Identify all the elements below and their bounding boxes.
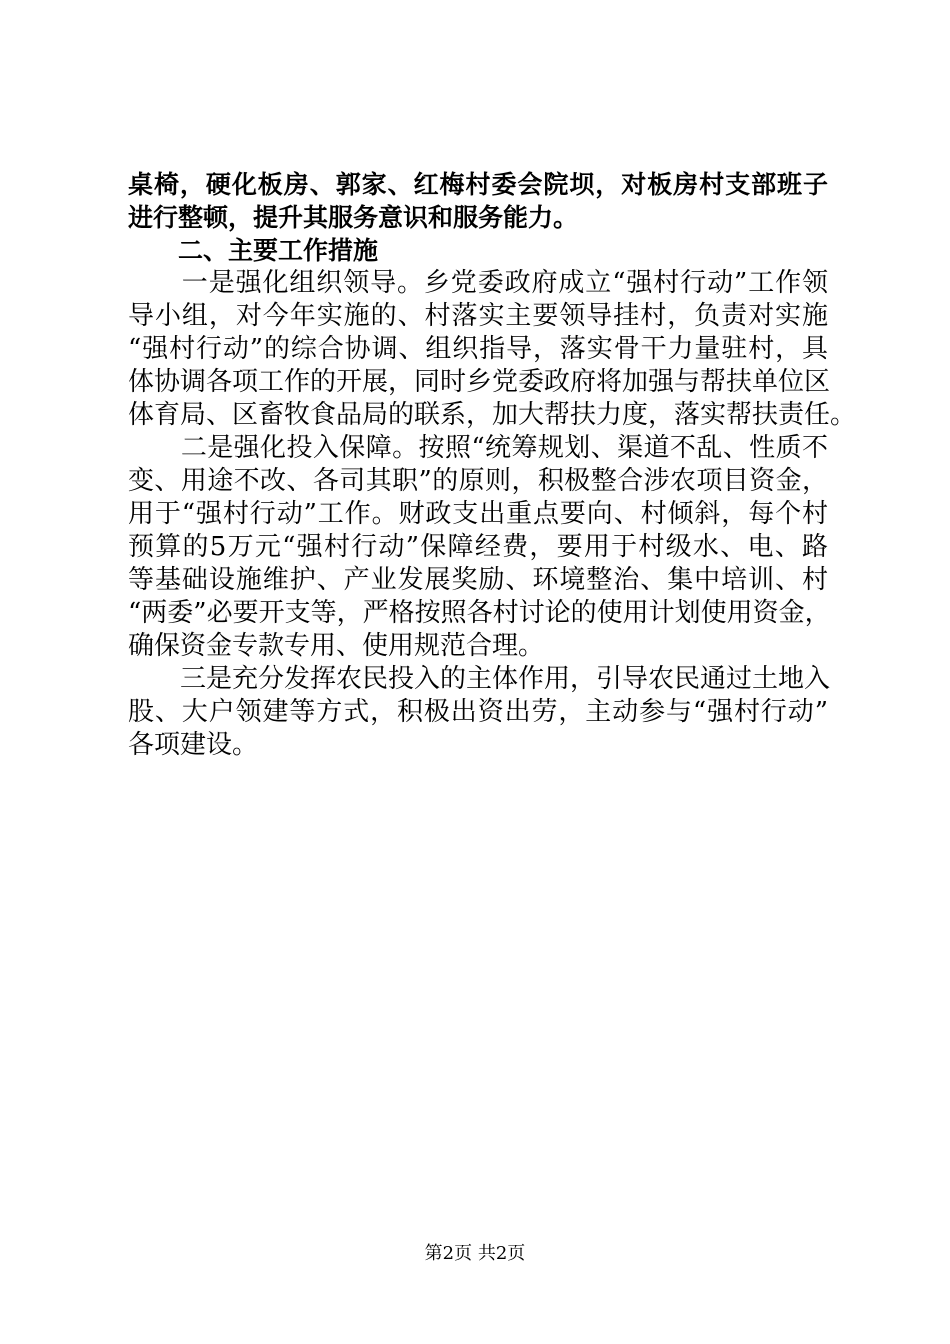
paragraph-line: 各项建设。 — [128, 730, 259, 760]
paragraph-line: 预算的5万元“强村行动”保障经费，要用于村级水、电、路 — [128, 532, 828, 562]
paragraph-line: 体育局、区畜牧食品局的联系，加大帮扶力度，落实帮扶责任。 — [128, 400, 857, 430]
paragraph-line: “两委”必要开支等，严格按照各村讨论的使用计划使用资金， — [128, 598, 831, 628]
paragraph-line: 一是强化组织领导。乡党委政府成立“强村行动”工作领 — [128, 268, 828, 298]
paragraph-line: 等基础设施维护、产业发展奖励、环境整治、集中培训、村 — [128, 565, 828, 595]
section-heading: 二、主要工作措施 — [128, 236, 379, 265]
paragraph-line: 体协调各项工作的开展，同时乡党委政府将加强与帮扶单位区 — [128, 367, 831, 397]
paragraph-line: “强村行动”的综合协调、组织指导，落实骨干力量驻村，具 — [128, 334, 828, 364]
paragraph-line: 导小组，对今年实施的、村落实主要领导挂村，负责对实施 — [128, 301, 828, 331]
paragraph-line: 变、用途不改、各司其职”的原则，积极整合涉农项目资金， — [128, 466, 828, 496]
paragraph-line: 二是强化投入保障。按照“统筹规划、渠道不乱、性质不 — [128, 433, 828, 463]
document-body — [128, 168, 857, 762]
paragraph-line: 桌椅，硬化板房、郭家、红梅村委会院坝，对板房村支部班子 — [128, 170, 828, 199]
paragraph-line: 三是充分发挥农民投入的主体作用，引导农民通过土地入 — [128, 664, 831, 694]
paragraph-line: 用于“强村行动”工作。财政支出重点要向、村倾斜，每个村 — [128, 499, 828, 529]
paragraph-line: 进行整顿，提升其服务意识和服务能力。 — [128, 203, 579, 232]
page-number-footer: 第2页 共2页 — [424, 1243, 526, 1264]
paragraph-line: 确保资金专款专用、使用规范合理。 — [128, 631, 545, 661]
paragraph-line: 股、大户领建等方式，积极出资出劳，主动参与“强村行动” — [128, 697, 828, 727]
